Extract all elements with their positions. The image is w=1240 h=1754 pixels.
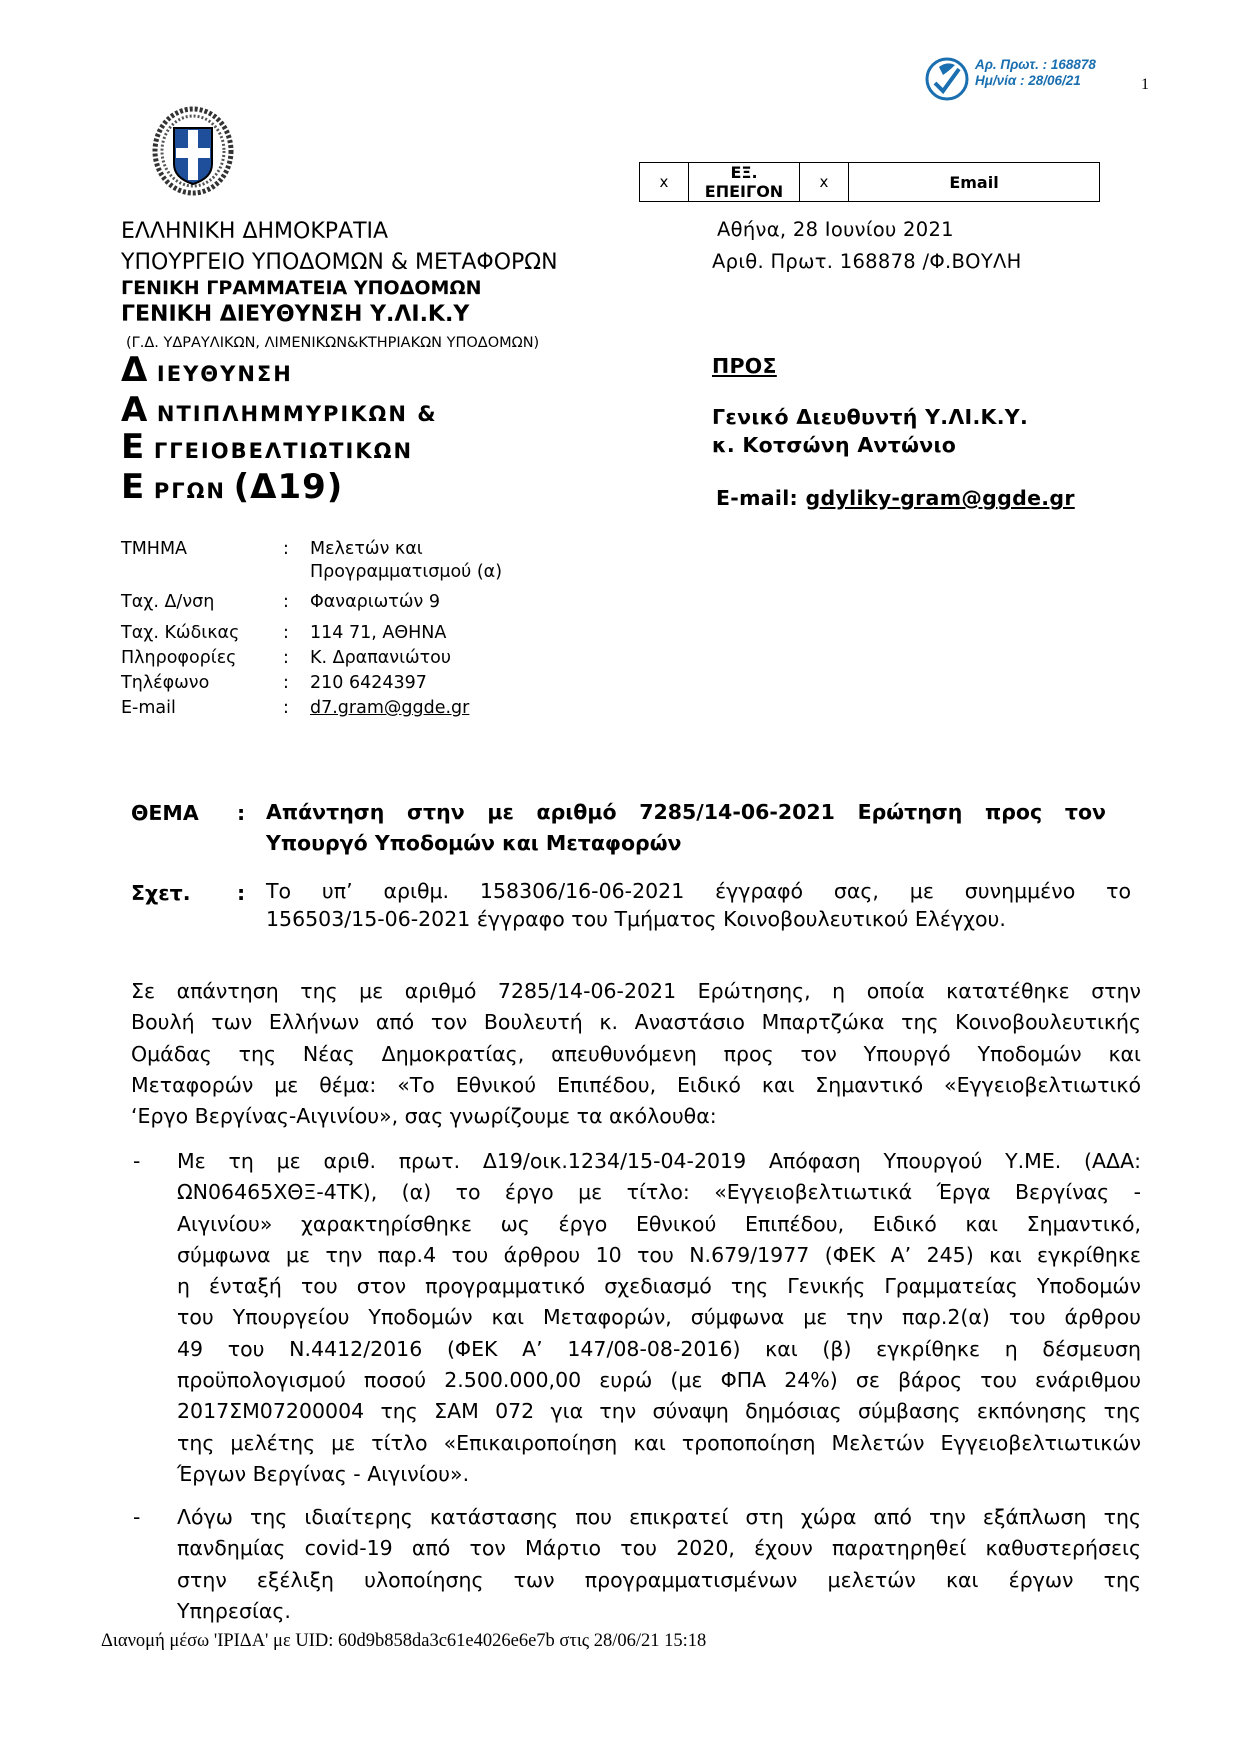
intro-paragraph — [131, 976, 1141, 1132]
subject-label: ΘΕΜΑ — [131, 801, 199, 825]
dept-rest: ΙΕΥΘΥΝΣΗ — [156, 362, 293, 386]
department-line-3 — [121, 427, 413, 467]
contact-label: Πληροφορίες — [121, 648, 237, 668]
recipient-to-label: ΠΡΟΣ — [712, 354, 777, 378]
urgency-mark-2: x — [800, 163, 849, 202]
subject-text — [266, 797, 1106, 860]
dept-code: (Δ19) — [233, 467, 344, 507]
protocol-number: Αριθ. Πρωτ. 168878 /Φ.ΒΟΥΛΗ — [712, 250, 1022, 273]
sender-line-4: ΓΕΝΙΚΗ ΔΙΕΥΘΥΝΣΗ Υ.ΛΙ.Κ.Υ — [121, 302, 470, 327]
text-line: Λόγω της ιδιαίτερης κατάστασης που επικρατεί στη χώρα από την εξάπλωση της — [177, 1505, 1141, 1529]
urgency-mark-1: x — [640, 163, 689, 202]
text-line: του Υπουργείου Υποδομών και Μεταφορών, σύμφωνα με την παρ.2(α) του άρθρου — [177, 1305, 1141, 1330]
department-line-4 — [121, 467, 343, 507]
bullet-item — [177, 1502, 1141, 1627]
contact-label: ΤΜΗΜΑ — [121, 539, 188, 559]
sender-line-1: ΕΛΛΗΝΙΚΗ ΔΗΜΟΚΡΑΤΙΑ — [121, 219, 389, 244]
contact-label: Ταχ. Δ/νση — [121, 592, 215, 612]
text-line: η ένταξή του στον προγραμματικό σχεδιασμό της Γενικής Γραμματείας Υποδομών — [177, 1274, 1141, 1299]
contact-value-cont: Προγραμματισμού (α) — [310, 562, 503, 582]
bullet-item — [177, 1146, 1141, 1490]
contact-separator: : — [283, 698, 289, 718]
text-line: 2017ΣΜ07200004 της ΣΑΜ 072 για την σύναψη δημόσιας σύμβασης εκπόνησης της — [177, 1399, 1141, 1424]
text-line: Αιγινίου» χαρακτηρίσθηκε ως έργο Εθνικού Επιπέδου, Ειδικό και Σημαντικό, — [177, 1211, 1141, 1236]
contact-separator: : — [283, 623, 289, 643]
recipient-title: Γενικό Διευθυντή Υ.ΛΙ.Κ.Υ. — [712, 405, 1029, 429]
dept-initial: Δ — [121, 350, 150, 390]
contact-value: 114 71, ΑΘΗΝΑ — [310, 623, 447, 643]
contact-separator: : — [283, 673, 289, 693]
recipient-name: κ. Κοτσώνη Αντώνιο — [712, 433, 957, 457]
related-label: Σχετ. — [131, 881, 191, 905]
stamp-date: Ημ/νία : 28/06/21 — [975, 73, 1081, 88]
text-line: Με τη με αριθ. πρωτ. Δ19/οικ.1234/15-04-2019 Απόφαση Υπουργού Υ.ΜΕ. (ΑΔΑ: — [177, 1149, 1141, 1173]
text-line: ΩΝ06465ΧΘΞ-4ΤΚ), (α) το έργο με τίτλο: «Εγγειοβελτιωτικά Έργα Βεργίνας - — [177, 1180, 1141, 1205]
dept-initial: Α — [121, 390, 150, 430]
subject-line: Απάντηση στην με αριθμό 7285/14-06-2021 Ερώτηση προς τον — [266, 800, 1106, 824]
dept-rest: ΡΓΩΝ — [153, 479, 227, 503]
dept-rest: ΝΤΙΠΛΗΜΜΥΡΙΚΩΝ & — [156, 402, 438, 426]
contact-separator: : — [283, 648, 289, 668]
text-line: Υπηρεσίας. — [177, 1598, 291, 1623]
text-line: στην εξέλιξη υλοποίησης των προγραμματισμένων μελετών και έργων της — [177, 1567, 1141, 1592]
subject-colon: : — [237, 801, 246, 825]
department-line-2 — [121, 390, 438, 430]
text-line: προϋπολογισμού ποσού 2.500.000,00 ευρώ (με ΦΠΑ 24%) σε βάρος του ενάριθμου — [177, 1368, 1141, 1393]
page-number: 1 — [1141, 76, 1149, 93]
contact-email-link[interactable]: d7.gram@ggde.gr — [310, 698, 470, 718]
department-line-1 — [121, 350, 293, 390]
urgency-label-1: ΕΞ. ΕΠΕΙΓΟΝ — [689, 163, 800, 202]
document-stamp — [975, 57, 1096, 89]
text-line: της μελέτης με τίτλο «Επικαιροποίηση και τροποποίηση Μελετών Εγγειοβελτιωτικών — [177, 1430, 1141, 1455]
recipient-email-line — [716, 486, 1075, 510]
contact-separator: : — [283, 539, 289, 559]
related-text — [266, 877, 1131, 933]
stamp-protocol: Αρ. Πρωτ. : 168878 — [975, 57, 1096, 72]
recipient-email-label: E-mail: — [716, 486, 806, 510]
distribution-footer: Διανομή μέσω 'ΙΡΙΔΑ' με UID: 60d9b858da3c61e4026e6e7b στις 28/06/21 15:18 — [101, 1631, 707, 1651]
dept-rest: ΓΓΕΙΟΒΕΛΤΙΩΤΙΚΩΝ — [153, 439, 414, 463]
text-line: Ομάδας της Νέας Δημοκρατίας, απευθυνόμενη προς τον Υπουργό Υποδομών και — [131, 1041, 1141, 1066]
text-line: σύμφωνα με την παρ.4 του άρθρου 10 του Ν.679/1977 (ΦΕΚ Α’ 245) και εγκρίθηκε — [177, 1242, 1141, 1267]
contact-label: E-mail — [121, 698, 176, 718]
bullet-marker: - — [133, 1505, 141, 1529]
contact-separator: : — [283, 592, 289, 612]
place-date: Αθήνα, 28 Ιουνίου 2021 — [717, 218, 954, 241]
related-line: Το υπ’ αριθμ. 158306/16-06-2021 έγγραφό σας, με συνημμένο το — [266, 879, 1131, 903]
contact-value: Φαναριωτών 9 — [310, 592, 440, 612]
related-line: 156503/15-06-2021 έγγραφο του Τμήματος Κοινοβουλευτικού Ελέγχου. — [266, 907, 1006, 931]
sender-line-5: (Γ.Δ. ΥΔΡΑΥΛΙΚΩΝ, ΛΙΜΕΝΙΚΩΝ&ΚΤΗΡΙΑΚΩΝ ΥΠΟΔΟΜΩΝ) — [126, 335, 540, 351]
urgency-table — [639, 162, 1100, 202]
contact-value: Κ. Δραπανιώτου — [310, 648, 452, 668]
subject-line: Υπουργό Υποδομών και Μεταφορών — [266, 831, 682, 856]
contact-label: Ταχ. Κώδικας — [121, 623, 240, 643]
text-line: Βουλή των Ελλήνων από τον Βουλευτή κ. Αναστάσιο Μπαρτζώκα της Κοινοβουλευτικής — [131, 1010, 1141, 1035]
bullet-marker: - — [133, 1149, 141, 1173]
contact-value: Μελετών και — [310, 539, 423, 559]
text-line: ‘Εργο Βεργίνας-Αιγινίου», σας γνωρίζουμε τα ακόλουθα: — [131, 1104, 717, 1129]
text-line: πανδημίας covid-19 από τον Μάρτιο του 2020, έχουν παρατηρηθεί καθυστερήσεις — [177, 1536, 1141, 1561]
sender-line-3: ΓΕΝΙΚΗ ΓΡΑΜΜΑΤΕΙΑ ΥΠΟΔΟΜΩΝ — [121, 277, 482, 299]
contact-value: 210 6424397 — [310, 673, 427, 693]
text-line: Έργων Βεργίνας - Αιγινίου». — [177, 1461, 470, 1486]
text-line: Μεταφορών με θέμα: «Το Εθνικού Επιπέδου, Ειδικό και Σημαντικό «Εγγειοβελτιωτικό — [131, 1072, 1141, 1097]
dept-initial: Ε — [121, 427, 147, 467]
text-line: Σε απάντηση της με αριθμό 7285/14-06-2021 Ερώτησης, η οποία κατατέθηκε στην — [131, 979, 1141, 1003]
contact-label: Τηλέφωνο — [121, 673, 210, 693]
greek-coat-of-arms-icon — [152, 106, 234, 196]
dept-initial: Ε — [121, 467, 147, 507]
text-line: 49 του Ν.4412/2016 (ΦΕΚ Α’ 147/08-08-2016) και (β) εγκρίθηκε η δέσμευση — [177, 1336, 1141, 1361]
sender-line-2: ΥΠΟΥΡΓΕΙΟ ΥΠΟΔΟΜΩΝ & ΜΕΤΑΦΟΡΩΝ — [121, 250, 558, 275]
recipient-email-link[interactable]: gdyliky-gram@ggde.gr — [805, 486, 1075, 510]
iris-logo-icon — [925, 57, 969, 101]
related-colon: : — [237, 881, 246, 905]
urgency-label-2: Email — [849, 163, 1100, 202]
